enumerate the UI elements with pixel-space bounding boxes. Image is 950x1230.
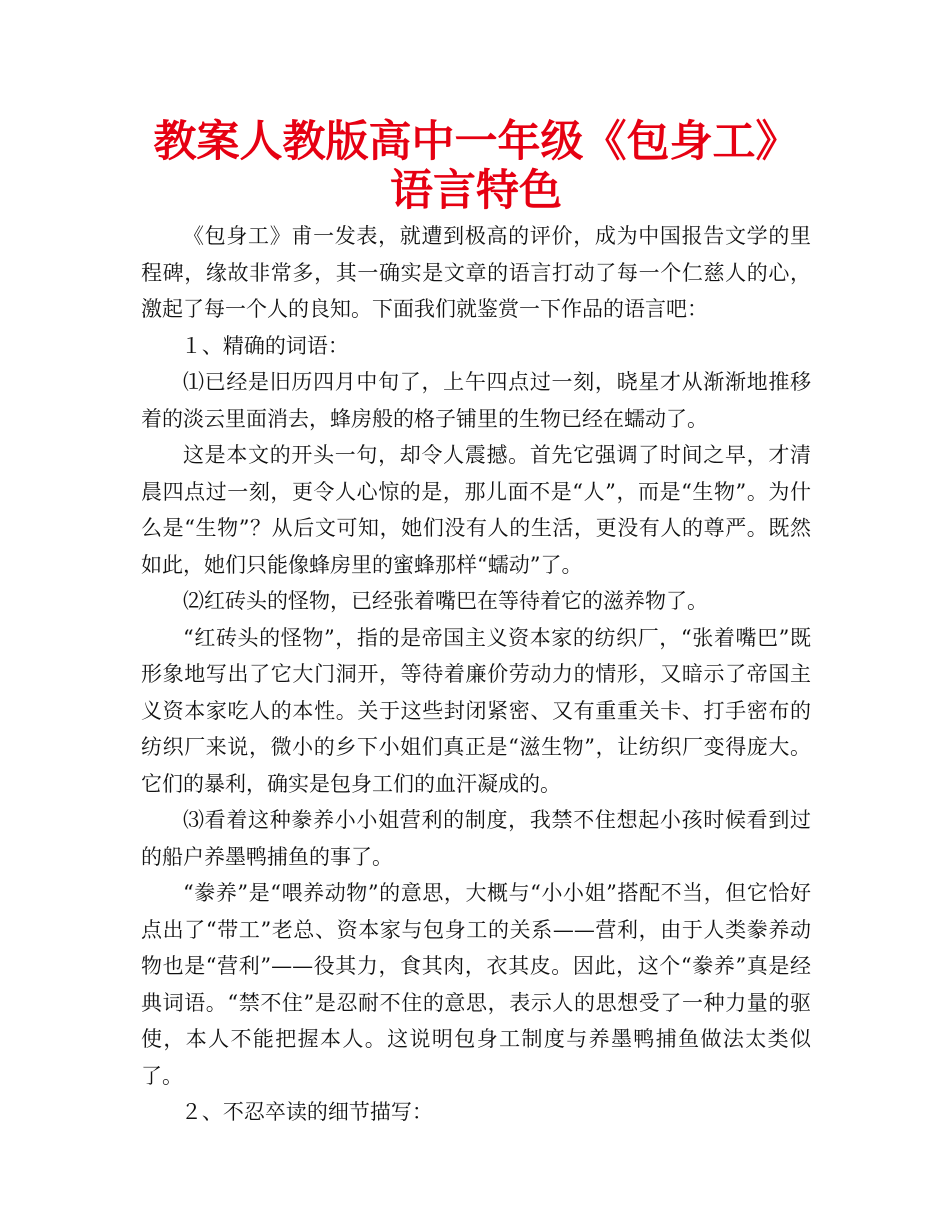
document-title: 教案人教版高中一年级《包身工》语言特色 bbox=[153, 117, 799, 216]
quote-paragraph-3: ⑶看着这种豢养小小姐营利的制度，我禁不住想起小孩时候看到过的船户养墨鸭捕鱼的事了。 bbox=[141, 808, 811, 869]
analysis-paragraph-2: “红砖头的怪物”，指的是帝国主义资本家的纺织厂，“张着嘴巴”既形象地写出了它大门洞开，等待着廉价劳动力的情形，又暗示了帝国主义资本家吃人的本性。关于这些封闭紧密、又有重重关卡、打手密布的纺织厂来说，微小的乡下小姐们真正是“滋生物”，让纺织厂变得庞大。它们的暴利，确实是包身工们的血汗凝成的。 bbox=[141, 625, 811, 796]
analysis-paragraph-1: 这是本文的开头一句，却令人震撼。首先它强调了时间之早，才清晨四点过一刻，更令人心惊的是，那儿面不是“人”，而是“生物”。为什么是“生物”？从后文可知，她们没有人的生活，更没有人的尊严。既然如此，她们只能像蜂房里的蜜蜂那样“蠕动”了。 bbox=[141, 443, 811, 577]
intro-paragraph: 《包身工》甫一发表，就遭到极高的评价，成为中国报告文学的里程碑，缘故非常多，其一确实是文章的语言打动了每一个仁慈人的心，激起了每一个人的良知。下面我们就鉴赏一下作品的语言吧： bbox=[141, 224, 811, 321]
quote-paragraph-2: ⑵红砖头的怪物，已经张着嘴巴在等待着它的滋养物了。 bbox=[183, 589, 708, 613]
section-heading-1: １、精确的词语： bbox=[180, 333, 349, 358]
analysis-paragraph-3: “豢养”是“喂养动物”的意思，大概与“小小姐”搭配不当，但它恰好点出了“带工”老总、资本家与包身工的关系——营利，由于人类豢养动物也是“营利”——役其力，食其肉，衣其皮。因此，这个“豢养”真是经典词语。“禁不住”是忍耐不住的意思，表示人的思想受了一种力量的驱使，本人不能把握本人。这说明包身工制度与养墨鸭捕鱼做法太类似了。 bbox=[141, 881, 811, 1088]
section-heading-2: ２、不忍卒读的细节描写： bbox=[180, 1100, 433, 1124]
document-page bbox=[141, 118, 811, 1131]
quote-paragraph-1: ⑴已经是旧历四月中旬了，上午四点过一刻，晓星才从渐渐地推移着的淡云里面消去，蜂房般的格子铺里的生物已经在蠕动了。 bbox=[141, 370, 811, 431]
document-body bbox=[141, 218, 811, 1131]
